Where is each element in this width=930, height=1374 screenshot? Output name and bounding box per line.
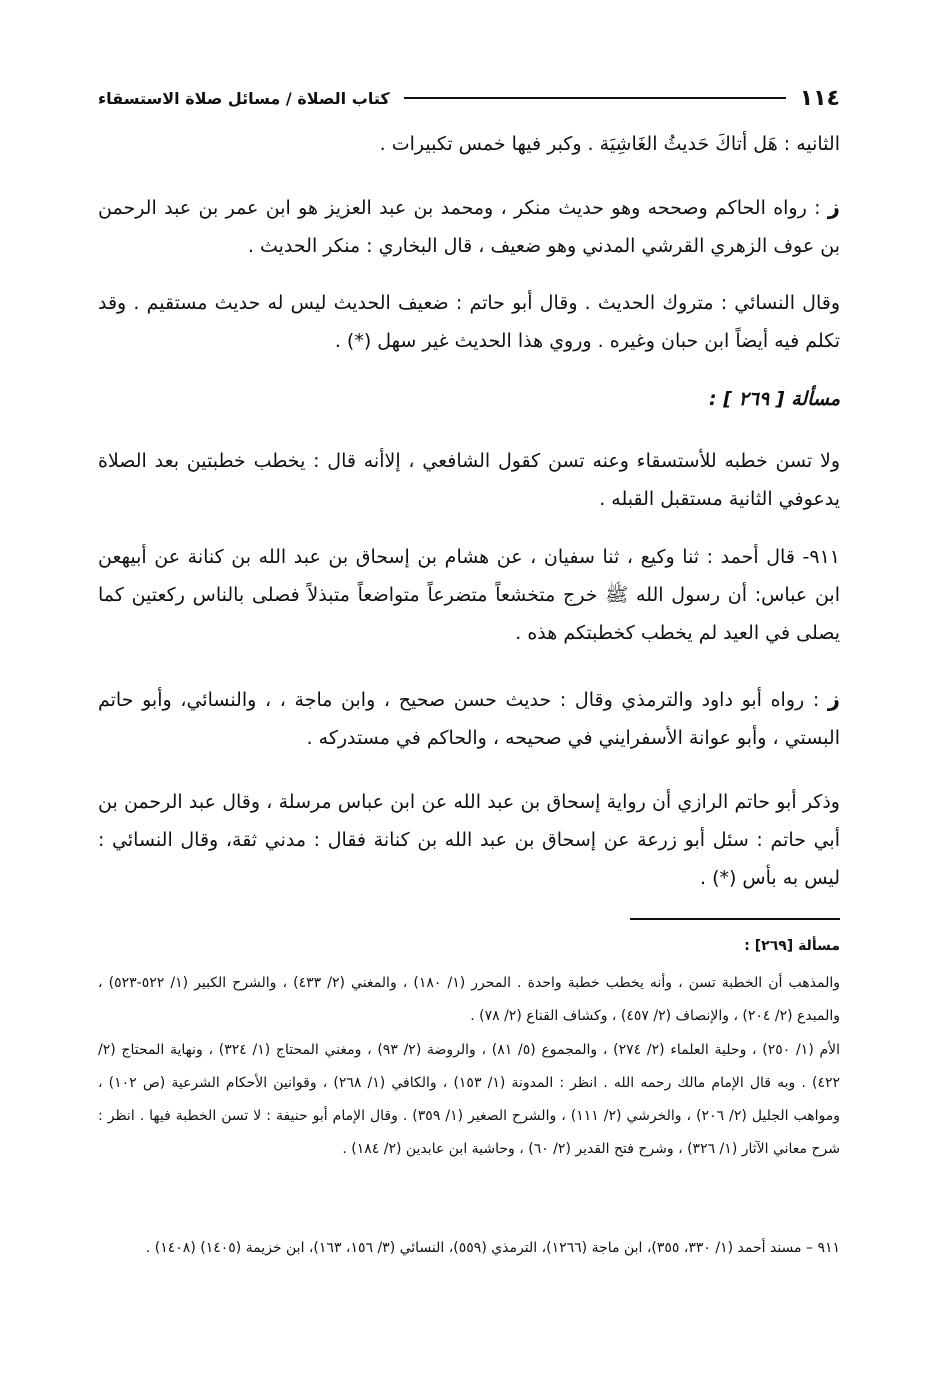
paragraph-2 [98, 188, 840, 265]
paragraph-4: ولا تسن خطبه للأستسقاء وعنه تسن كقول الشافعي ، إلاأنه قال : يخطب خطبتين بعد الصلاة يدعوفي الثانية مستقبل القبله . [98, 450, 840, 510]
paragraph-2-marker: ز [827, 195, 840, 219]
footnote-3: ٩١١ – مسند أحمد (١/ ٣٣٠، ٣٥٥)، ابن ماجة (١٢٦٦)، الترمذي (٥٥٩)، النسائي (٣/ ١٥٦، ١٦٣)، ابن خزيمة (١٤٠٥) (١٤٠٨) . [145, 1240, 840, 1256]
footnote-2: الأم (١/ ٢٥٠) ، وحلية العلماء (٢/ ٢٧٤) ، والمجموع (٥/ ٨١) ، والروضة (٢/ ٩٣) ، ومغني المحتاج (١/ ٣٢٤) ، ونهاية المحتاج (٢/ ٤٢٢) . وبه قال الإمام مالك رحمه الله . انظر : المدونة (١/ ١٥٣) ، والكافي (١/ ٢٦٨) ، وقوانين الأحكام الشرعية (ص ١٠٢) ، ومواهب الجليل (٢/ ٢٠٦) ، والخرشي (٢/ ١١١) ، والشرح الصغير (١/ ٣٥٩) . وقال الإمام أبو حنيفة : لا تسن الخطبة فيها . انظر : شرح معاني الآثار (١/ ٣٢٦) ، وشرح فتح القدير (٢/ ٦٠) ، وحاشية ابن عابدين (٢/ ١٨٤) . [98, 1042, 841, 1157]
paragraph-5-marker: ز [827, 687, 840, 711]
paragraph-5 [98, 680, 840, 757]
paragraph-1: الثانيه : هَل أتاكَ حَديثُ الغَاشِيَة . وكبر فيها خمس تكبيرات . [379, 133, 840, 155]
page-header [98, 78, 840, 118]
footnote-1: والمذهب أن الخطبة تسن ، وأنه يخطب خطبة واحدة . المحرر (١/ ١٨٠) ، والمغني (٢/ ٤٣٣) ، والشرح الكبير (١/ ٥٢٢-٥٢٣) ، والمبدع (٢/ ٢٠٤) ، والإنصاف (٢/ ٤٥٧) ، وكشاف القناع (٢/ ٧٨) . [98, 975, 841, 1024]
paragraph-5-text: : رواه أبو داود والترمذي وقال : حديث حسن صحيح ، وابن ماجة ، ، والنسائي، وأبو حاتم البستي ، وأبو عوانة الأسفرايني في صحيحه ، والحاكم في مستدركه . [98, 689, 840, 749]
footnote-rule [630, 918, 840, 920]
footnote-heading: مسألة [٢٦٩] : [744, 938, 840, 954]
header-rule [404, 97, 786, 99]
running-title: كتاب الصلاة / مسائل صلاة الاستسقاء [98, 88, 390, 108]
page-number: ١١٤ [799, 85, 840, 111]
paragraph-6: وذكر أبو حاتم الرازي أن رواية إسحاق بن عبد الله عن ابن عباس مرسلة ، وقال عبد الرحمن بن أبي حاتم : سئل أبو زرعة عن إسحاق بن عبد الله بن كنانة فقال : مدني ثقة، وقال النسائي : ليس به بأس (*) . [98, 791, 840, 889]
masala-heading: مسألة [ ٢٦٩ ] : [709, 388, 840, 410]
hadith-911: ٩١١- قال أحمد : ثنا وكيع ، ثنا سفيان ، عن هشام بن إسحاق بن عبد الله بن كنانة عن أبيهعن ابن عباس: أن رسول الله ﷺ خرج متخشعاً متضرعاً متواضعاً متبذلاً فصلى بالناس ركعتين كما يصلى في العيد لم يخطب كخطبتكم هذه . [98, 546, 840, 644]
paragraph-2-text: : رواه الحاكم وصححه وهو حديث منكر ، ومحمد بن عبد العزيز هو ابن عمر بن عبد الرحمن بن عوف الزهري القرشي المدني وهو ضعيف ، قال البخاري : منكر الحديث . [98, 197, 840, 257]
paragraph-3: وقال النسائي : متروك الحديث . وقال أبو حاتم : ضعيف الحديث ليس له حديث مستقيم . وقد تكلم فيه أيضاً ابن حبان وغيره . وروي هذا الحديث غير سهل (*) . [98, 292, 840, 352]
